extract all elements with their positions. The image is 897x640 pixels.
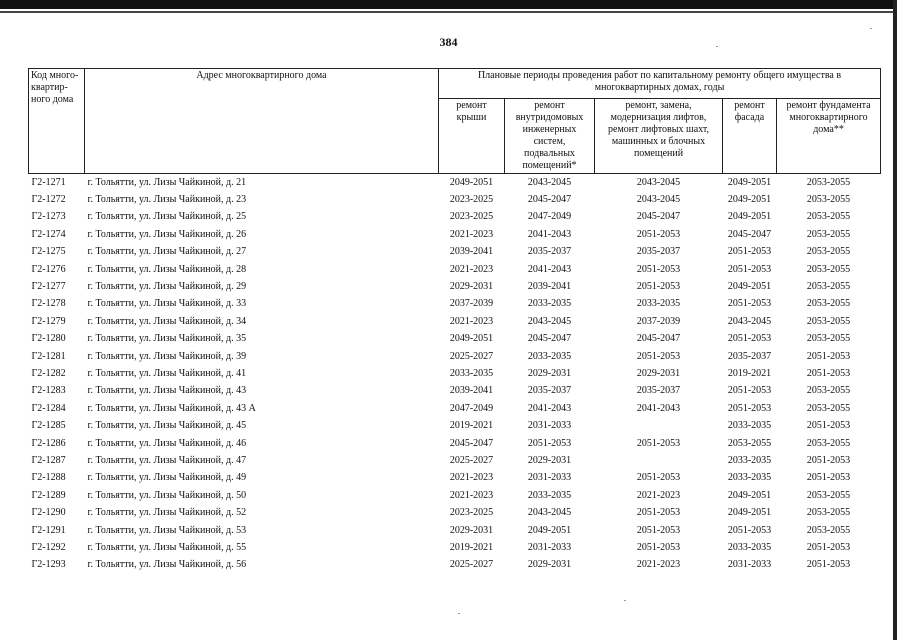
cell-elevators: 2051-2053 [636,263,681,275]
header-systems: ремонт внутридомовых инженерных систем, подвальных помещений* [505,99,595,174]
cell-code: Г2-1276 [31,263,66,275]
table-row [29,365,881,382]
cell-systems: 2045-2047 [527,194,572,206]
cell-code: Г2-1286 [31,437,66,449]
cell-elevators: 2041-2043 [636,402,681,414]
cell-facade: 2035-2037 [727,350,772,362]
cell-systems: 2043-2045 [527,315,572,327]
cell-roof: 2039-2041 [449,246,494,258]
cell-roof: 2037-2039 [449,298,494,310]
cell-facade: 2049-2051 [727,489,772,501]
cell-foundation: 2051-2053 [806,541,851,553]
table-row [29,261,881,278]
cell-foundation: 2051-2053 [806,559,851,571]
table-row [29,278,881,295]
scan-speck [458,613,460,614]
cell-address: г. Тольятти, ул. Лизы Чайкиной, д. 45 [87,420,247,432]
cell-facade: 2051-2053 [727,298,772,310]
cell-code: Г2-1277 [31,281,66,293]
cell-foundation: 2051-2053 [806,367,851,379]
cell-address: г. Тольятти, ул. Лизы Чайкиной, д. 49 [87,472,247,484]
cell-roof: 2023-2025 [449,194,494,206]
table-row [29,539,881,556]
cell-roof: 2045-2047 [449,437,494,449]
cell-facade: 2049-2051 [727,211,772,223]
table-row [29,417,881,434]
cell-elevators: 2051-2053 [636,228,681,240]
table-row [29,244,881,261]
cell-code: Г2-1272 [31,194,66,206]
cell-address: г. Тольятти, ул. Лизы Чайкиной, д. 27 [87,246,247,258]
cell-roof: 2019-2021 [449,420,494,432]
cell-facade: 2053-2055 [727,437,772,449]
cell-elevators: 2043-2045 [636,176,681,188]
cell-foundation: 2053-2055 [806,402,851,414]
cell-code: Г2-1293 [31,559,66,571]
cell-roof: 2021-2023 [449,263,494,275]
cell-elevators: 2051-2053 [636,437,681,449]
table-row [29,226,881,243]
cell-address: г. Тольятти, ул. Лизы Чайкиной, д. 28 [87,263,247,275]
cell-foundation: 2053-2055 [806,507,851,519]
cell-elevators: 2037-2039 [636,315,681,327]
cell-address: г. Тольятти, ул. Лизы Чайкиной, д. 53 [87,524,247,536]
cell-foundation: 2053-2055 [806,281,851,293]
cell-address: г. Тольятти, ул. Лизы Чайкиной, д. 55 [87,541,247,553]
cell-roof: 2019-2021 [449,541,494,553]
cell-systems: 2031-2033 [527,541,572,553]
cell-elevators: 2021-2023 [636,489,681,501]
cell-roof: 2025-2027 [449,350,494,362]
cell-roof: 2021-2023 [449,472,494,484]
cell-systems: 2041-2043 [527,263,572,275]
cell-systems: 2035-2037 [527,246,572,258]
header-address: Адрес многоквартирного дома [85,69,439,174]
cell-systems: 2031-2033 [527,472,572,484]
cell-code: Г2-1282 [31,367,66,379]
scan-top-border [0,0,897,9]
table-row [29,400,881,417]
table-row [29,522,881,539]
cell-code: Г2-1281 [31,350,66,362]
cell-foundation: 2053-2055 [806,385,851,397]
cell-facade: 2051-2053 [727,402,772,414]
cell-code: Г2-1279 [31,315,66,327]
cell-systems: 2043-2045 [527,507,572,519]
header-roof: ремонт крыши [439,99,505,174]
cell-code: Г2-1292 [31,541,66,553]
cell-elevators [595,417,723,434]
cell-address: г. Тольятти, ул. Лизы Чайкиной, д. 43 А [87,402,256,414]
cell-code: Г2-1271 [31,176,66,188]
scan-top-line [0,11,897,13]
cell-foundation: 2053-2055 [806,315,851,327]
cell-code: Г2-1291 [31,524,66,536]
cell-elevators: 2051-2053 [636,472,681,484]
table-body [29,174,881,574]
cell-elevators [595,452,723,469]
cell-foundation: 2051-2053 [806,472,851,484]
cell-elevators: 2029-2031 [636,367,681,379]
table-row [29,504,881,521]
cell-code: Г2-1288 [31,472,66,484]
cell-facade: 2045-2047 [727,228,772,240]
cell-facade: 2043-2045 [727,315,772,327]
capital-repair-table [28,68,881,574]
cell-facade: 2019-2021 [727,367,772,379]
cell-address: г. Тольятти, ул. Лизы Чайкиной, д. 56 [87,559,247,571]
cell-code: Г2-1278 [31,298,66,310]
cell-foundation: 2051-2053 [806,454,851,466]
cell-elevators: 2051-2053 [636,507,681,519]
cell-code: Г2-1284 [31,402,66,414]
cell-systems: 2035-2037 [527,385,572,397]
cell-roof: 2029-2031 [449,524,494,536]
cell-facade: 2051-2053 [727,524,772,536]
cell-foundation: 2053-2055 [806,333,851,345]
cell-systems: 2051-2053 [527,437,572,449]
cell-elevators: 2051-2053 [636,281,681,293]
header-foundation: ремонт фундамента многоквартирного дома** [777,99,881,174]
cell-elevators: 2035-2037 [636,385,681,397]
cell-elevators: 2035-2037 [636,246,681,258]
cell-foundation: 2053-2055 [806,246,851,258]
cell-address: г. Тольятти, ул. Лизы Чайкиной, д. 47 [87,454,247,466]
cell-elevators: 2051-2053 [636,524,681,536]
cell-code: Г2-1290 [31,507,66,519]
cell-address: г. Тольятти, ул. Лизы Чайкиной, д. 50 [87,489,247,501]
cell-foundation: 2053-2055 [806,228,851,240]
table-row [29,313,881,330]
cell-elevators: 2021-2023 [636,559,681,571]
cell-code: Г2-1287 [31,454,66,466]
cell-facade: 2051-2053 [727,263,772,275]
cell-facade: 2033-2035 [727,454,772,466]
cell-address: г. Тольятти, ул. Лизы Чайкиной, д. 26 [87,228,247,240]
cell-elevators: 2045-2047 [636,333,681,345]
cell-address: г. Тольятти, ул. Лизы Чайкиной, д. 52 [87,507,247,519]
cell-elevators: 2033-2035 [636,298,681,310]
cell-foundation: 2053-2055 [806,194,851,206]
cell-roof: 2021-2023 [449,315,494,327]
cell-address: г. Тольятти, ул. Лизы Чайкиной, д. 46 [87,437,247,449]
scan-speck [870,28,872,29]
cell-facade: 2051-2053 [727,333,772,345]
cell-roof: 2025-2027 [449,559,494,571]
table-row [29,487,881,504]
cell-foundation: 2053-2055 [806,176,851,188]
cell-address: г. Тольятти, ул. Лизы Чайкиной, д. 43 [87,385,247,397]
table-row [29,348,881,365]
cell-roof: 2021-2023 [449,228,494,240]
table-row [29,383,881,400]
cell-address: г. Тольятти, ул. Лизы Чайкиной, д. 25 [87,211,247,223]
cell-facade: 2033-2035 [727,472,772,484]
scan-speck [716,46,718,47]
cell-address: г. Тольятти, ул. Лизы Чайкиной, д. 23 [87,194,247,206]
cell-systems: 2045-2047 [527,333,572,345]
table-row [29,331,881,348]
table-row [29,452,881,469]
cell-address: г. Тольятти, ул. Лизы Чайкиной, д. 34 [87,315,247,327]
cell-roof: 2029-2031 [449,281,494,293]
cell-facade: 2049-2051 [727,194,772,206]
scan-right-border [893,0,897,640]
cell-elevators: 2051-2053 [636,350,681,362]
cell-systems: 2029-2031 [527,454,572,466]
cell-systems: 2047-2049 [527,211,572,223]
header-periods: Плановые периоды проведения работ по капитальному ремонту общего имущества в многоквартирных домах, годы [439,69,881,99]
cell-roof: 2047-2049 [449,402,494,414]
cell-facade: 2049-2051 [727,507,772,519]
cell-foundation: 2053-2055 [806,489,851,501]
cell-facade: 2031-2033 [727,559,772,571]
cell-roof: 2023-2025 [449,507,494,519]
cell-systems: 2049-2051 [527,524,572,536]
cell-code: Г2-1274 [31,228,66,240]
cell-code: Г2-1273 [31,211,66,223]
cell-foundation: 2053-2055 [806,437,851,449]
cell-facade: 2033-2035 [727,420,772,432]
cell-foundation: 2053-2055 [806,263,851,275]
cell-systems: 2033-2035 [527,489,572,501]
cell-systems: 2041-2043 [527,228,572,240]
cell-elevators: 2043-2045 [636,194,681,206]
cell-address: г. Тольятти, ул. Лизы Чайкиной, д. 29 [87,281,247,293]
cell-code: Г2-1289 [31,489,66,501]
cell-address: г. Тольятти, ул. Лизы Чайкиной, д. 41 [87,367,247,379]
table-row [29,557,881,574]
cell-systems: 2043-2045 [527,176,572,188]
cell-address: г. Тольятти, ул. Лизы Чайкиной, д. 33 [87,298,247,310]
cell-foundation: 2053-2055 [806,211,851,223]
header-elevators: ремонт, замена, модернизация лифтов, ремонт лифтовых шахт, машинных и блочных помещений [595,99,723,174]
table-row [29,296,881,313]
cell-code: Г2-1280 [31,333,66,345]
cell-roof: 2049-2051 [449,176,494,188]
header-facade: ремонт фасада [723,99,777,174]
cell-facade: 2033-2035 [727,541,772,553]
cell-systems: 2029-2031 [527,367,572,379]
cell-systems: 2033-2035 [527,350,572,362]
cell-foundation: 2051-2053 [806,350,851,362]
cell-systems: 2033-2035 [527,298,572,310]
cell-code: Г2-1283 [31,385,66,397]
cell-roof: 2033-2035 [449,367,494,379]
header-code: Код много-квартир-ного дома [29,69,85,174]
cell-roof: 2025-2027 [449,454,494,466]
cell-code: Г2-1275 [31,246,66,258]
page-number: 384 [439,35,458,49]
cell-code: Г2-1285 [31,420,66,432]
cell-facade: 2049-2051 [727,176,772,188]
cell-elevators: 2045-2047 [636,211,681,223]
cell-roof: 2023-2025 [449,211,494,223]
cell-systems: 2041-2043 [527,402,572,414]
cell-address: г. Тольятти, ул. Лизы Чайкиной, д. 35 [87,333,247,345]
table-row [29,209,881,226]
cell-facade: 2051-2053 [727,246,772,258]
cell-foundation: 2053-2055 [806,298,851,310]
cell-roof: 2039-2041 [449,385,494,397]
cell-roof: 2049-2051 [449,333,494,345]
table-row [29,470,881,487]
cell-facade: 2049-2051 [727,281,772,293]
cell-systems: 2039-2041 [527,281,572,293]
cell-foundation: 2051-2053 [806,420,851,432]
cell-address: г. Тольятти, ул. Лизы Чайкиной, д. 21 [87,176,247,188]
cell-systems: 2029-2031 [527,559,572,571]
cell-facade: 2051-2053 [727,385,772,397]
cell-roof: 2021-2023 [449,489,494,501]
cell-address: г. Тольятти, ул. Лизы Чайкиной, д. 39 [87,350,247,362]
table-row [29,435,881,452]
cell-systems: 2031-2033 [527,420,572,432]
cell-elevators: 2051-2053 [636,541,681,553]
table-row [29,174,881,192]
cell-foundation: 2053-2055 [806,524,851,536]
scan-speck [624,600,626,601]
table-row [29,191,881,208]
